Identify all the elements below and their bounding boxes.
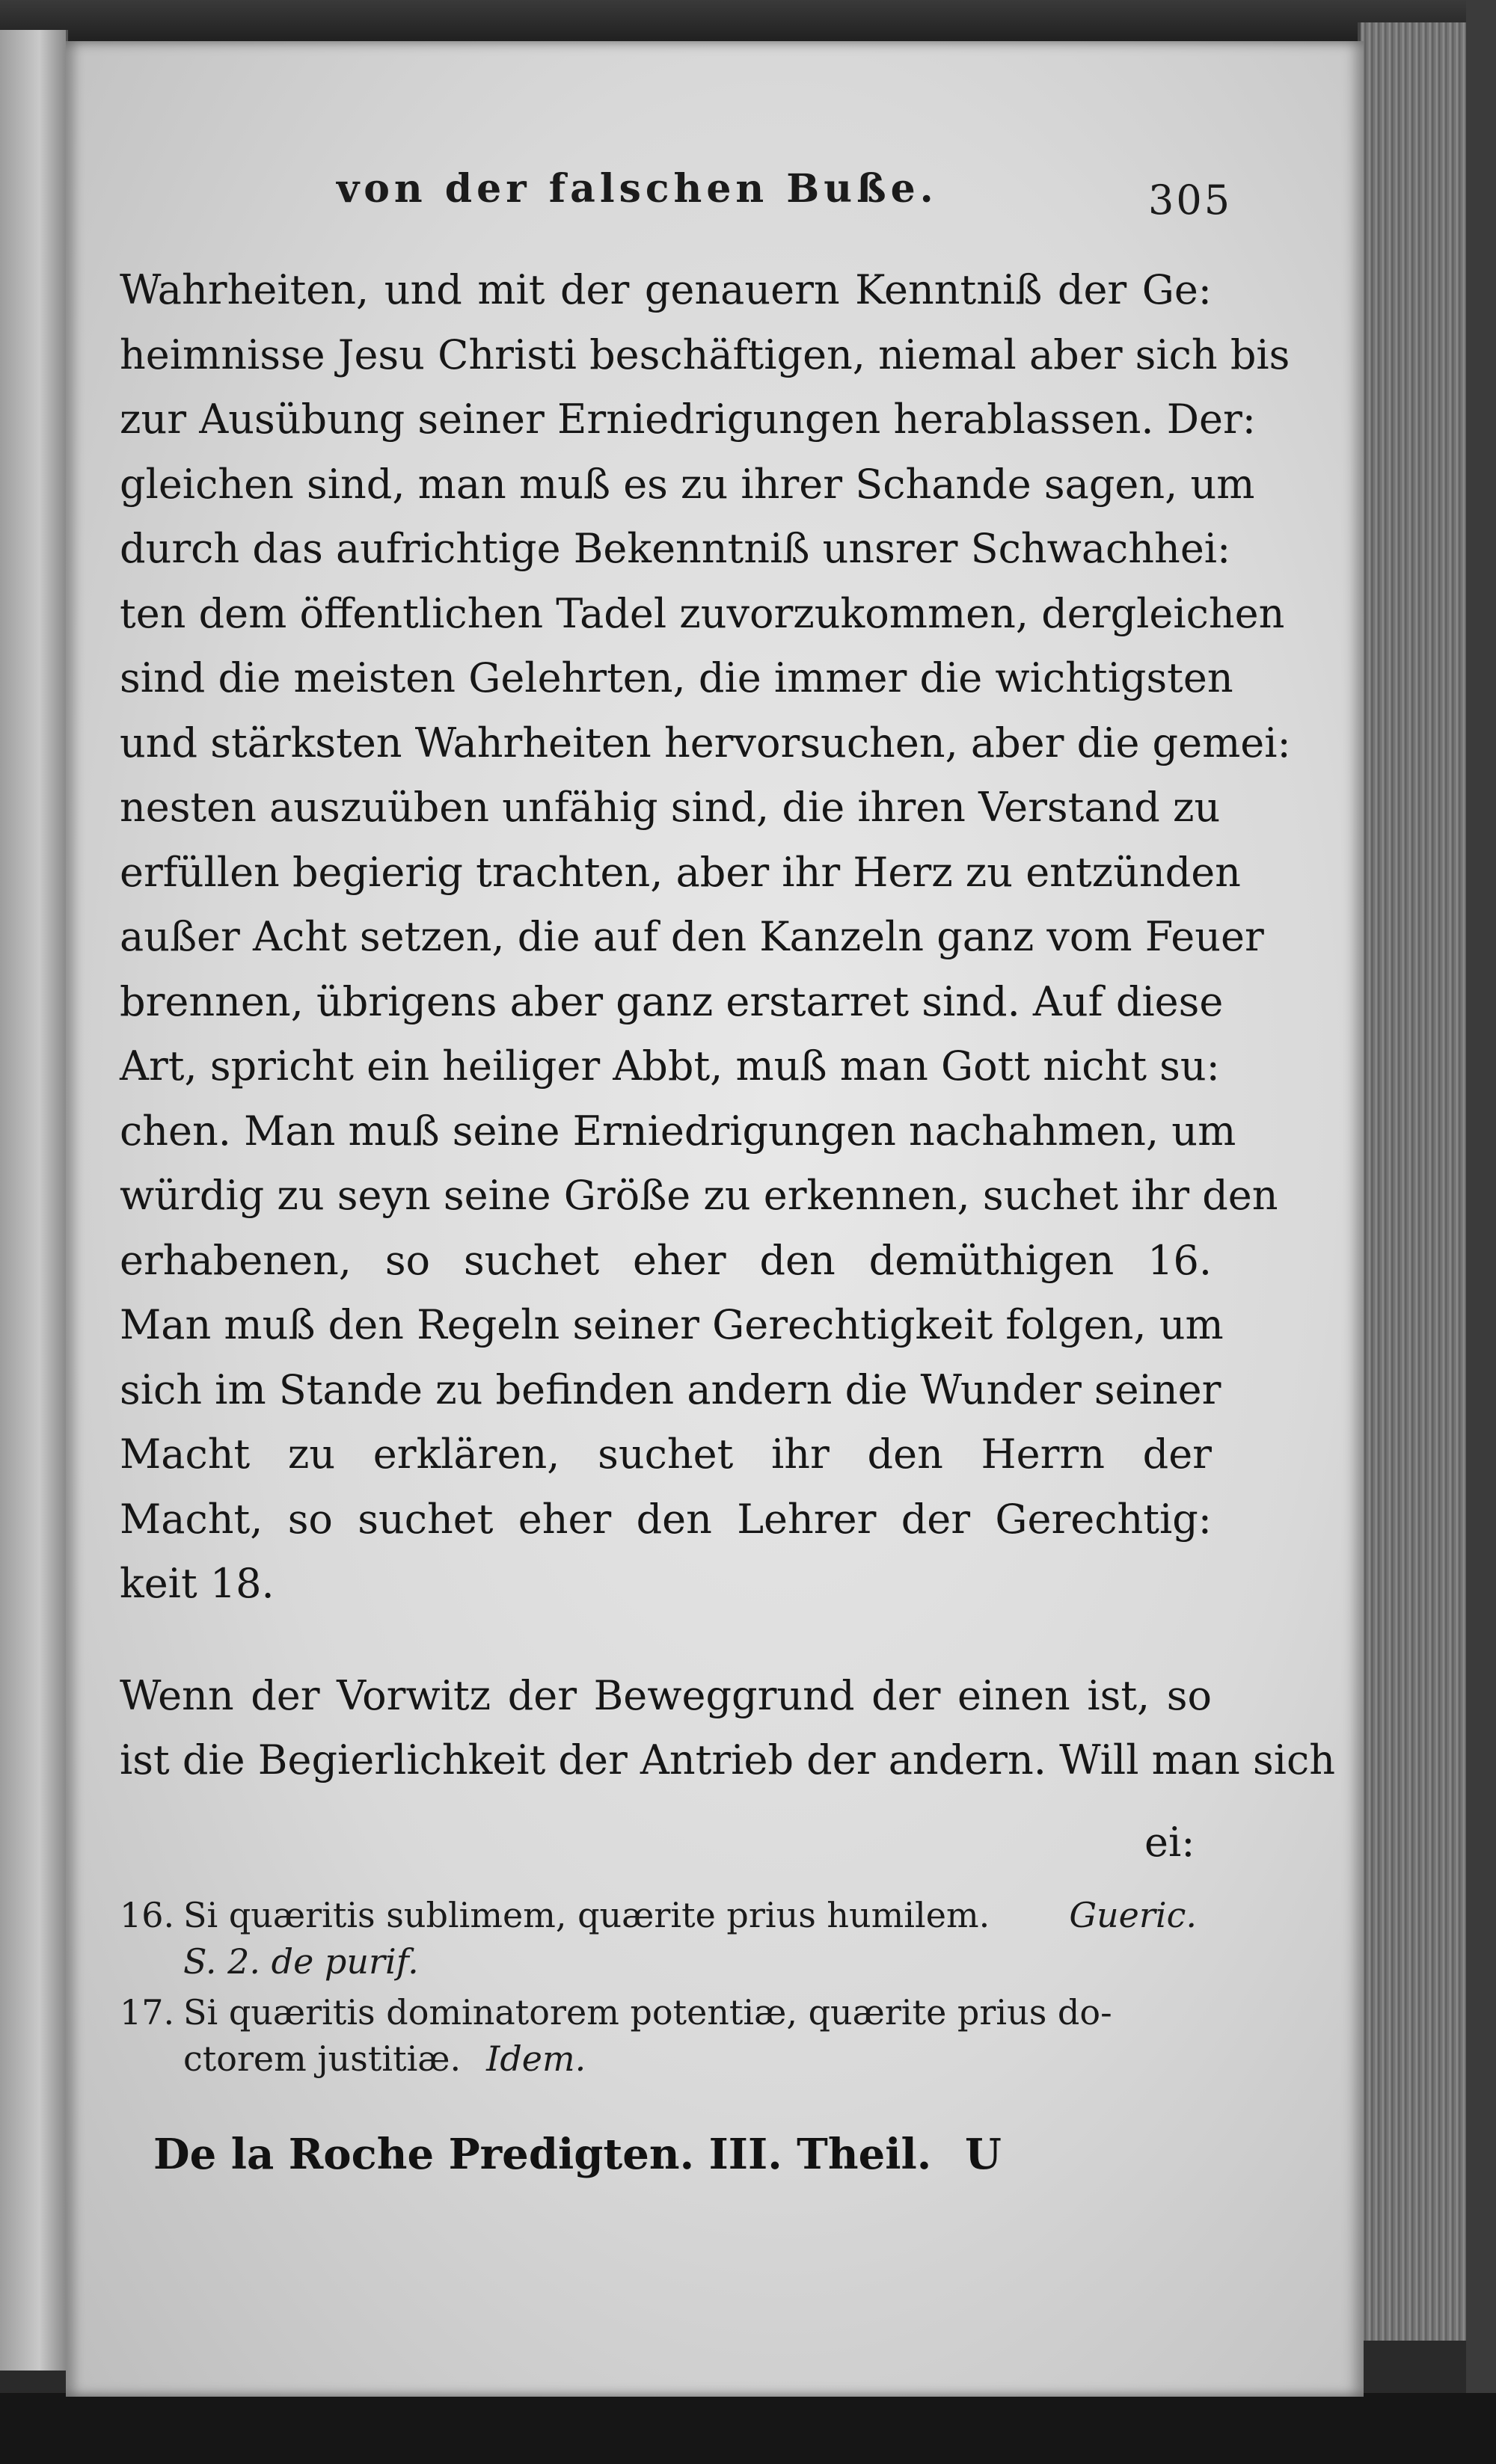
text-line: Macht zu erklären, suchet ihr den Herrn der <box>120 1431 1212 1478</box>
text-line: Wenn der Vorwitz der Beweggrund der einen ist, so <box>120 1672 1212 1719</box>
text-line: brennen, übrigens aber ganz erstarret sind. Auf diese <box>120 977 1224 1025</box>
footnotes <box>120 1892 1197 2086</box>
text-line: Wahrheiten, und mit der genauern Kenntniß der Ge: <box>120 266 1212 313</box>
text-line: Art, spricht ein heiliger Abbt, muß man Gott nicht su: <box>120 1042 1220 1090</box>
text-line: Man muß den Regeln seiner Gerechtigkeit folgen, um <box>120 1301 1224 1348</box>
footnote-source: Gueric. <box>1069 1895 1197 1935</box>
footnote-continuation: S. 2. de purif. <box>183 1941 419 1982</box>
text-line: erhabenen, so suchet eher den demüthigen 16. <box>120 1236 1212 1284</box>
text-line: chen. Man muß seine Erniedrigungen nachahmen, um <box>120 1107 1236 1155</box>
text-line: Macht, so suchet eher den Lehrer der Gerechtig: <box>120 1495 1212 1543</box>
right-border <box>1466 0 1496 2464</box>
footnote-number: 16. <box>120 1895 175 1935</box>
catchword: ei: <box>1144 1819 1195 1866</box>
text-line: sind die meisten Gelehrten, die immer die wichtigsten <box>120 654 1233 701</box>
footnote-number: 17. <box>120 1992 175 2033</box>
footnote-source: Idem. <box>486 2039 586 2079</box>
footnote-text: Si quæritis sublimem, quærite prius humilem. <box>183 1895 990 1935</box>
left-page-edge <box>0 30 68 2371</box>
text-line: gleichen sind, man muß es zu ihrer Schande sagen, um <box>120 460 1255 508</box>
text-line: und stärksten Wahrheiten hervorsuchen, aber die gemei: <box>120 719 1291 766</box>
text-line: zur Ausübung seiner Erniedrigungen herablassen. Der: <box>120 396 1256 443</box>
book-top-shadow <box>0 0 1496 45</box>
paragraph-2 <box>120 1664 1335 1792</box>
running-header: von der falschen Buße. <box>337 166 938 212</box>
printer-signature: De la Roche Predigten. III. Theil. <box>153 2130 932 2179</box>
text-line: heimnisse Jesu Christi beschäftigen, niemal aber sich bis <box>120 331 1290 378</box>
footnote-continuation: ctorem justitiæ. <box>183 2039 462 2079</box>
paragraph-1 <box>120 258 1291 1617</box>
book-fore-edge <box>1358 22 1477 2341</box>
footnote-text: Si quæritis dominatorem potentiæ, quærite prius do- <box>183 1992 1112 2033</box>
text-line: sich im Stande zu befinden andern die Wunder seiner <box>120 1365 1221 1413</box>
text-line: durch das aufrichtige Bekenntniß unsrer Schwachhei: <box>120 525 1231 572</box>
signature-mark: U <box>965 2130 1002 2179</box>
page-number: 305 <box>1148 176 1233 224</box>
text-line: erfüllen begierig trachten, aber ihr Herz zu entzünden <box>120 848 1241 896</box>
footnote-16 <box>120 1892 1197 1985</box>
text-line: außer Acht setzen, die auf den Kanzeln ganz vom Feuer <box>120 913 1264 960</box>
bottom-border <box>0 2393 1496 2464</box>
text-line: ist die Begierlichkeit der Antrieb der andern. Will man sich <box>120 1736 1335 1784</box>
text-line: würdig zu seyn seine Größe zu erkennen, suchet ihr den <box>120 1172 1278 1219</box>
text-line: ten dem öffentlichen Tadel zuvorzukommen, dergleichen <box>120 589 1285 637</box>
text-line: nesten auszuüben unfähig sind, die ihren Verstand zu <box>120 784 1221 831</box>
footnote-17 <box>120 1989 1197 2082</box>
text-line: keit 18. <box>120 1560 275 1607</box>
